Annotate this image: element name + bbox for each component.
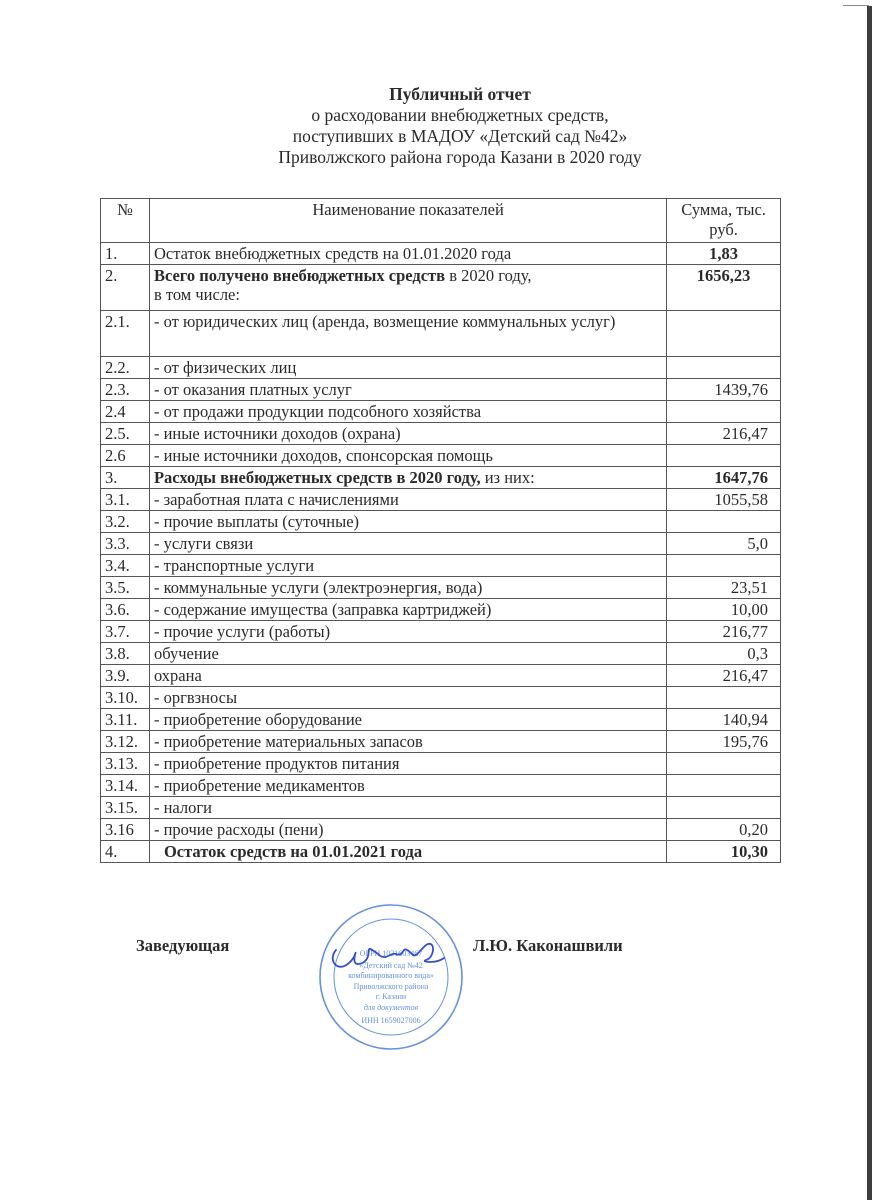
row-num: 3.15. [101, 797, 150, 819]
row-sum [667, 797, 781, 819]
row-name: - прочие выплаты (суточные) [149, 511, 666, 533]
table-row [101, 687, 781, 709]
row-name: - от физических лиц [149, 357, 666, 379]
row-num: 1. [101, 243, 150, 265]
row-sum [667, 555, 781, 577]
row-name: - приобретение продуктов питания [149, 753, 666, 775]
row-name: - заработная плата с начислениями [149, 489, 666, 511]
row-sum [667, 357, 781, 379]
row-num: 2.6 [101, 445, 150, 467]
row-num: 3.2. [101, 511, 150, 533]
row-num: 3.4. [101, 555, 150, 577]
row-sum: 1,83 [667, 243, 781, 265]
row-sum [667, 445, 781, 467]
row-num: 3.9. [101, 665, 150, 687]
row-name-line-2: в том числе: [153, 285, 240, 304]
row-name-bold: Расходы внебюджетных средств в 2020 году, [153, 468, 481, 487]
row-sum: 140,94 [667, 709, 781, 731]
svg-text:комбинированного вида»: комбинированного вида» [348, 971, 434, 980]
row-num: 4. [101, 841, 150, 863]
report-table [100, 198, 781, 863]
row-name: - услуги связи [149, 533, 666, 555]
document-title-block [200, 84, 720, 168]
row-sum: 1656,23 [667, 265, 781, 311]
document-subtitle-line-1: о расходовании внебюджетных средств, [311, 105, 609, 125]
svg-text:«Детский сад №42: «Детский сад №42 [359, 961, 423, 970]
table-row [101, 709, 781, 731]
row-sum: 23,51 [667, 577, 781, 599]
row-sum: 0,20 [667, 819, 781, 841]
row-sum: 195,76 [667, 731, 781, 753]
signatory-role: Заведующая [136, 936, 230, 955]
row-name: - от юридических лиц (аренда, возмещение коммунальных услуг) [149, 311, 666, 357]
row-sum: 1055,58 [667, 489, 781, 511]
row-num: 2.2. [101, 357, 150, 379]
document-subtitle-line-2: поступивших в МАДОУ «Детский сад №42» [292, 126, 628, 146]
row-name: - содержание имущества (заправка картриджей) [149, 599, 666, 621]
row-num: 3.6. [101, 599, 150, 621]
row-name-bold: Всего получено внебюджетных средств [153, 266, 446, 285]
table-row [101, 775, 781, 797]
scanner-edge-strip [867, 6, 872, 1200]
row-sum: 1439,76 [667, 379, 781, 401]
row-name: - иные источники доходов, спонсорская помощь [149, 445, 666, 467]
row-num: 3.13. [101, 753, 150, 775]
row-sum [667, 401, 781, 423]
row-num: 3.8. [101, 643, 150, 665]
table-row [101, 753, 781, 775]
table-row [101, 401, 781, 423]
table-row [101, 445, 781, 467]
row-num: 2.5. [101, 423, 150, 445]
table-row [101, 643, 781, 665]
row-num: 2. [101, 265, 150, 311]
row-sum: 10,30 [667, 841, 781, 863]
row-num: 3.5. [101, 577, 150, 599]
table-row [101, 819, 781, 841]
row-name: Остаток внебюджетных средств на 01.01.2020 года [149, 243, 666, 265]
row-num: 3.10. [101, 687, 150, 709]
document-subtitle-line-3: Приволжского района города Казани в 2020 году [278, 147, 642, 167]
table-row [101, 797, 781, 819]
row-num: 3.1. [101, 489, 150, 511]
row-num: 2.3. [101, 379, 150, 401]
table-row [101, 577, 781, 599]
table-row [101, 621, 781, 643]
table-row [101, 841, 781, 863]
table-row [101, 311, 781, 357]
row-name: - оргвзносы [149, 687, 666, 709]
row-num: 3. [101, 467, 150, 489]
row-name: - от оказания платных услуг [149, 379, 666, 401]
header-num: № [101, 199, 150, 243]
row-name: охрана [149, 665, 666, 687]
row-sum: 10,00 [667, 599, 781, 621]
table-row [101, 467, 781, 489]
table-row [101, 555, 781, 577]
table-row [101, 489, 781, 511]
row-name: - прочие расходы (пени) [149, 819, 666, 841]
row-sum [667, 687, 781, 709]
row-sum [667, 311, 781, 357]
table-row [101, 357, 781, 379]
header-sum [667, 199, 781, 243]
document-title: Публичный отчет [389, 84, 531, 104]
header-sum-line-2: руб. [709, 220, 738, 239]
row-num: 3.14. [101, 775, 150, 797]
row-name: - иные источники доходов (охрана) [149, 423, 666, 445]
row-sum: 216,47 [667, 423, 781, 445]
table-row [101, 731, 781, 753]
row-num: 3.11. [101, 709, 150, 731]
row-sum: 0,3 [667, 643, 781, 665]
signatory-name: Л.Ю. Каконашвили [473, 936, 623, 955]
row-name: - налоги [149, 797, 666, 819]
svg-text:Приволжского района: Приволжского района [353, 982, 429, 991]
table-row [101, 665, 781, 687]
row-sum [667, 511, 781, 533]
table-header-row [101, 199, 781, 243]
row-name: - транспортные услуги [149, 555, 666, 577]
row-num: 2.1. [101, 311, 150, 357]
svg-text:для документов: для документов [363, 1003, 419, 1012]
row-name: - коммунальные услуги (электроэнергия, вода) [149, 577, 666, 599]
row-name-rest: в 2020 году, [445, 266, 532, 285]
row-num: 3.16 [101, 819, 150, 841]
row-sum [667, 753, 781, 775]
official-stamp-icon [316, 902, 466, 1052]
svg-text:ИНН 1659027006: ИНН 1659027006 [361, 1016, 421, 1025]
table-row [101, 423, 781, 445]
row-name [149, 265, 666, 311]
row-name: Остаток средств на 01.01.2021 года [149, 841, 666, 863]
row-name: - прочие услуги (работы) [149, 621, 666, 643]
table-row [101, 511, 781, 533]
row-name-rest: из них: [480, 468, 535, 487]
row-sum: 216,47 [667, 665, 781, 687]
svg-text:г. Казани: г. Казани [375, 992, 407, 1001]
row-num: 3.12. [101, 731, 150, 753]
row-sum: 1647,76 [667, 467, 781, 489]
row-num: 2.4 [101, 401, 150, 423]
row-name [149, 467, 666, 489]
row-name: - приобретение материальных запасов [149, 731, 666, 753]
table-row [101, 533, 781, 555]
row-num: 3.3. [101, 533, 150, 555]
row-name: - приобретение оборудование [149, 709, 666, 731]
row-name: - приобретение медикаментов [149, 775, 666, 797]
row-sum: 216,77 [667, 621, 781, 643]
header-name: Наименование показателей [149, 199, 666, 243]
scanner-edge-top [843, 5, 869, 6]
row-sum [667, 775, 781, 797]
row-num: 3.7. [101, 621, 150, 643]
header-sum-line-1: Сумма, тыс. [681, 200, 766, 219]
table-row [101, 379, 781, 401]
row-name: обучение [149, 643, 666, 665]
svg-text:ОГРН 1021603467: ОГРН 1021603467 [359, 949, 423, 958]
row-name: - от продажи продукции подсобного хозяйства [149, 401, 666, 423]
table-row [101, 599, 781, 621]
table-row [101, 265, 781, 311]
row-sum: 5,0 [667, 533, 781, 555]
table-row [101, 243, 781, 265]
